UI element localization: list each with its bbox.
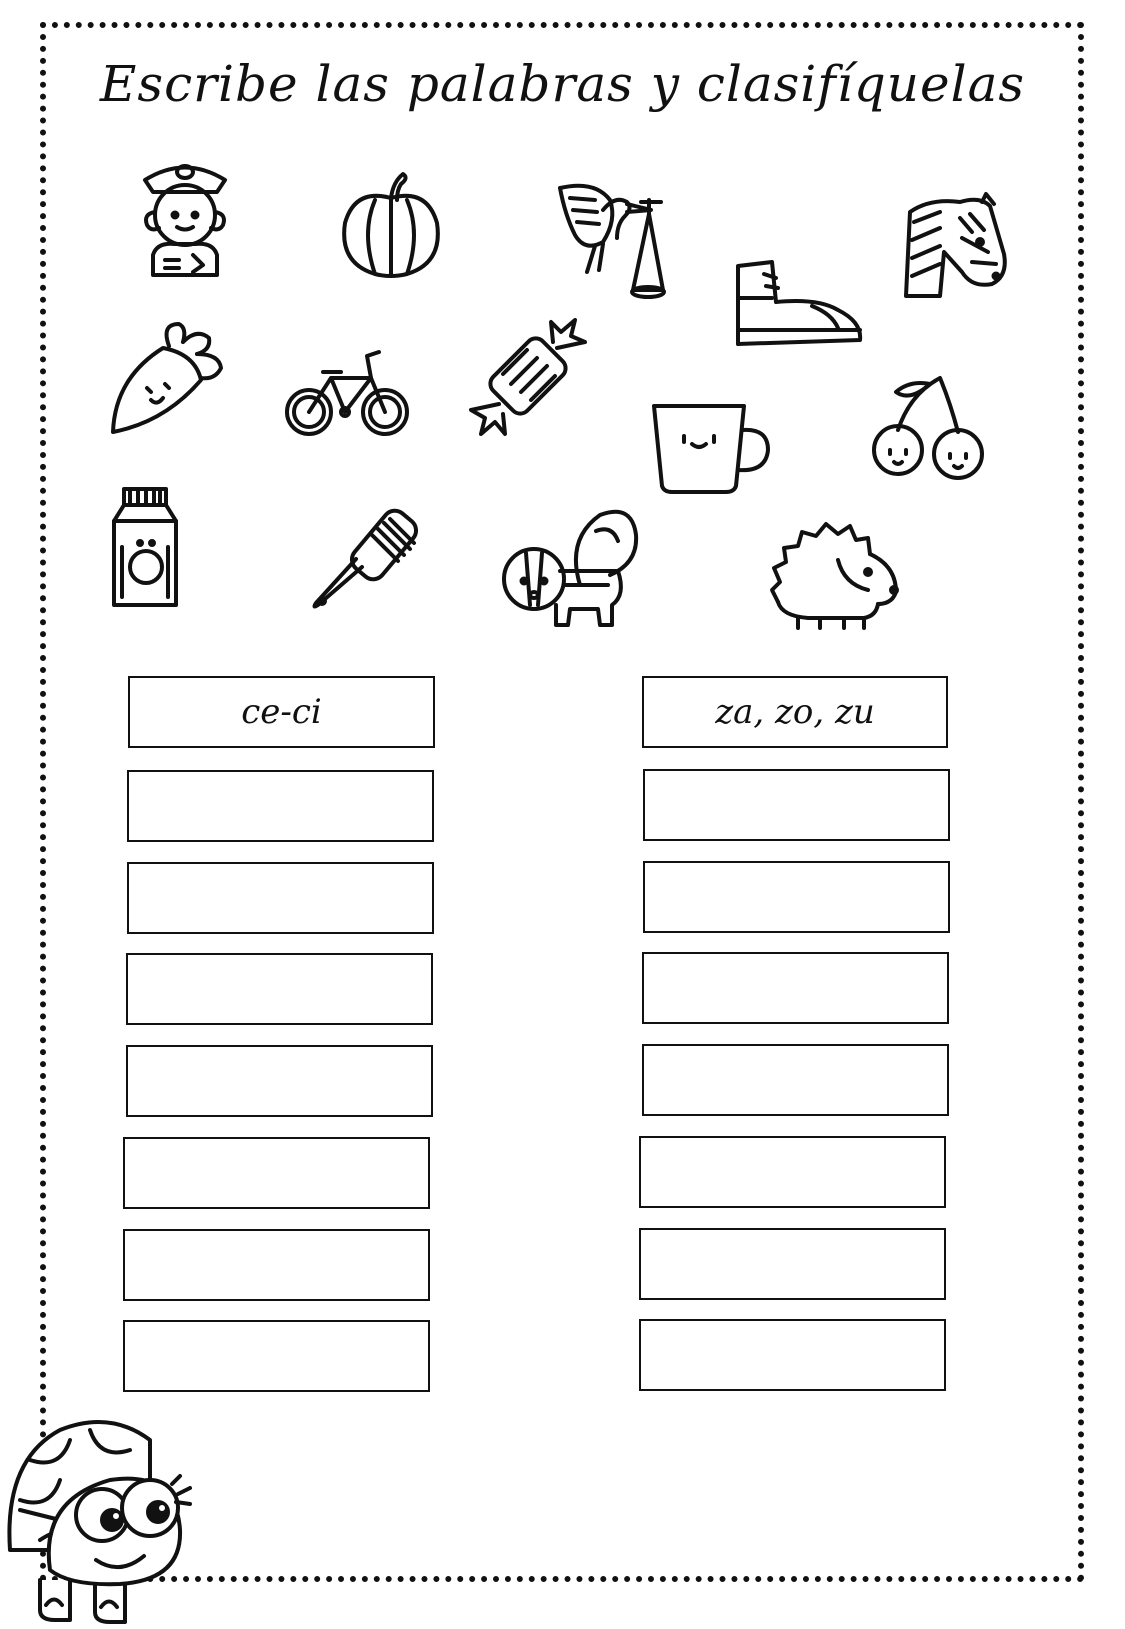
worksheet-title: Escribe las palabras y clasifíquelas xyxy=(99,55,1026,113)
answer-box-ce-ci-6[interactable] xyxy=(123,1229,430,1301)
shoe-icon xyxy=(728,258,866,350)
hedgehog-icon xyxy=(768,520,900,632)
answer-box-za-zo-zu-7[interactable] xyxy=(639,1319,946,1391)
juice-carton-icon xyxy=(110,485,180,610)
candy-icon xyxy=(465,318,590,440)
answer-box-za-zo-zu-5[interactable] xyxy=(639,1136,946,1208)
cherries-icon xyxy=(870,372,990,484)
answer-box-za-zo-zu-1[interactable] xyxy=(643,769,950,841)
brush-icon xyxy=(308,505,422,613)
answer-box-ce-ci-3[interactable] xyxy=(126,953,433,1025)
header-box-za-zo-zu xyxy=(642,676,948,748)
header-box-ce-ci xyxy=(128,676,435,748)
answer-box-za-zo-zu-3[interactable] xyxy=(642,952,949,1024)
answer-box-za-zo-zu-6[interactable] xyxy=(639,1228,946,1300)
column-header-ce-ci: ce-ci xyxy=(241,692,322,732)
turtle-icon xyxy=(0,1400,210,1625)
answer-box-ce-ci-5[interactable] xyxy=(123,1137,430,1209)
cup-icon xyxy=(648,402,773,494)
police-officer-icon xyxy=(135,150,235,278)
answer-box-za-zo-zu-2[interactable] xyxy=(643,861,950,933)
answer-box-ce-ci-1[interactable] xyxy=(127,770,434,842)
skunk-icon xyxy=(500,505,640,631)
zebra-icon xyxy=(900,192,1012,302)
answer-box-ce-ci-7[interactable] xyxy=(123,1320,430,1392)
answer-box-ce-ci-4[interactable] xyxy=(126,1045,433,1117)
column-header-za-zo-zu: za, zo, zu xyxy=(715,692,875,732)
answer-box-ce-ci-2[interactable] xyxy=(127,862,434,934)
stork-with-bell-icon xyxy=(555,180,685,305)
carrot-icon xyxy=(105,318,227,436)
pumpkin-icon xyxy=(335,168,447,280)
bicycle-icon xyxy=(283,348,411,440)
answer-box-za-zo-zu-4[interactable] xyxy=(642,1044,949,1116)
